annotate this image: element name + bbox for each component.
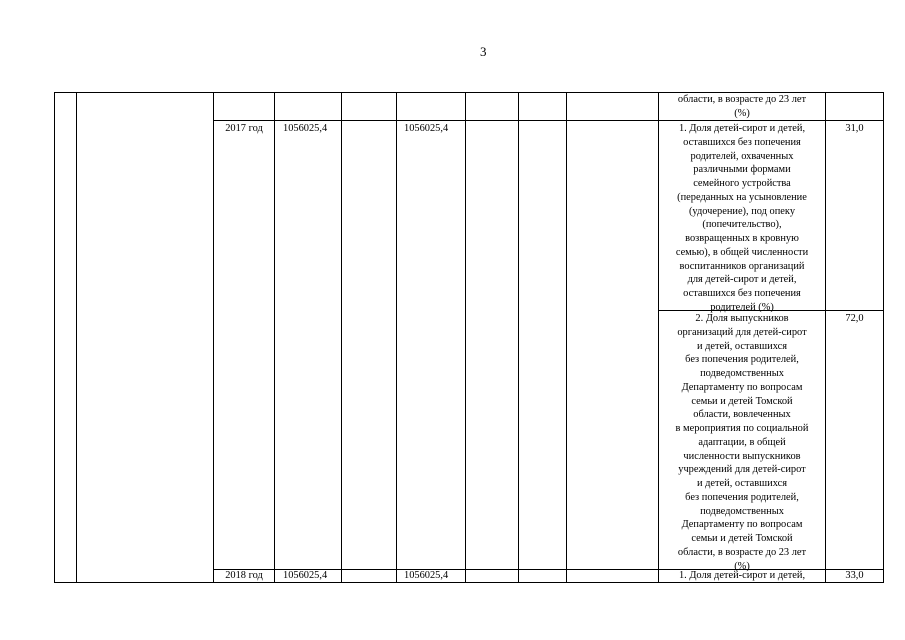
column-divider [274,92,275,583]
year-cell: 2018 год [225,570,263,581]
page-number: 3 [480,44,487,59]
indicator-value-cell: 33,0 [845,570,864,581]
indicator-cell: 1. Доля детей-сирот и детей, [678,570,806,581]
amount-cell: 1056025,4 [404,123,449,134]
column-divider [76,92,77,583]
amount-cell: 1056025,4 [283,123,328,134]
column-divider [213,92,214,583]
program-table [54,92,884,583]
column-divider [465,92,466,583]
amount-cell: 1056025,4 [404,570,449,581]
indicator-cell: области, в возрасте до 23 лет (%) [677,94,807,119]
indicator-value-cell: 72,0 [845,313,864,324]
year-cell: 2017 год [225,123,263,134]
column-divider [566,92,567,583]
column-divider [341,92,342,583]
indicator-value-cell: 31,0 [845,123,864,134]
column-divider [396,92,397,583]
column-divider [518,92,519,583]
indicator-cell: 1. Доля детей-сирот и детей, оставшихся без попечения родителей, охваченных различными формами семейного устройства (переданных на усыновление (удочерение), под опеку (попечительство), возвращенных в кровную семью), в общей численности воспитанников организаций для детей-сирот и детей, оставшихся без попечения родителей (%) [675,123,809,313]
table-border-right [883,92,884,583]
indicator-cell: 2. Доля выпускников организаций для детей-сирот и детей, оставшихся без попечения родителей, подведомственных Департаменту по вопросам семьи и детей Томской области, вовлеченных в мероприятия по социальной адаптации, в общей численности выпускников учреждений для детей-сирот и детей, оставшихся без попечения родителей, подведомственных Департаменту по вопросам семьи и детей Томской области, в возрасте до 23 лет (%) [675,313,809,572]
amount-cell: 1056025,4 [283,570,328,581]
column-divider [825,92,826,583]
table-border-left [54,92,55,583]
